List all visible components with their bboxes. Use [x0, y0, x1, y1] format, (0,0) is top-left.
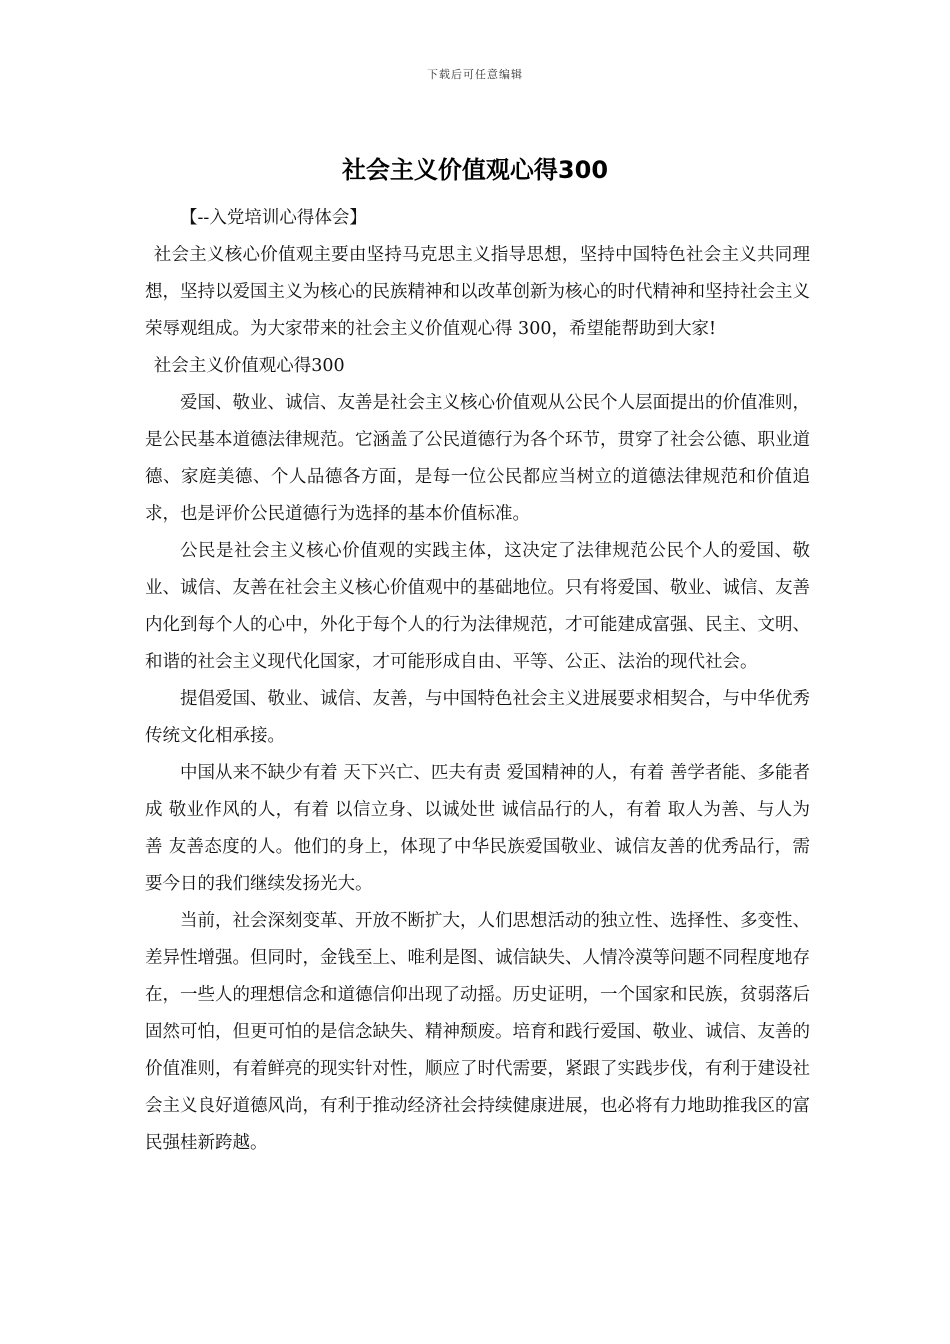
document-body [145, 200, 810, 1162]
paragraph-5: 当前，社会深刻变革、开放不断扩大，人们思想活动的独立性、选择性、多变性、差异性增强。但同时，金钱至上、唯利是图、诚信缺失、人情冷漠等问题不同程度地存在，一些人的理想信念和道德信仰出现了动摇。历史证明，一个国家和民族，贫弱落后固然可怕，但更可怕的是信念缺失、精神颓废。培育和践行爱国、敬业、诚信、友善的价值准则，有着鲜亮的现实针对性，顺应了时代需要，紧跟了实践步伐，有利于建设社会主义良好道德风尚，有利于推动经济社会持续健康进展，也必将有力地助推我区的富民强桂新跨越。 [145, 911, 810, 1153]
paragraph-1: 爱国、敬业、诚信、友善是社会主义核心价值观从公民个人层面提出的价值准则，是公民基本道德法律规范。它涵盖了公民道德行为各个环节，贯穿了社会公德、职业道德、家庭美德、个人品德各方面，是每一位公民都应当树立的道德法律规范和价值追求，也是评价公民道德行为选择的基本价值标准。 [145, 393, 810, 524]
header-note: 下载后可任意编辑 [427, 68, 523, 81]
section-heading: 社会主义价值观心得300 [153, 356, 345, 376]
document-subtitle: 【--入党培训心得体会】 [180, 208, 367, 228]
paragraph-3: 提倡爱国、敬业、诚信、友善，与中国特色社会主义进展要求相契合，与中华优秀传统文化相承接。 [145, 689, 810, 746]
paragraph-4: 中国从来不缺少有着 天下兴亡、匹夫有责 爱国精神的人，有着 善学者能、多能者成 敬业作风的人，有着 以信立身、以诚处世 诚信品行的人，有着 取人为善、与人为善 友善态度的人。他们的身上，体现了中华民族爱国敬业、诚信友善的优秀品行，需要今日的我们继续发扬光大。 [145, 763, 810, 894]
document-title: 社会主义价值观心得300 [341, 156, 609, 184]
paragraph-intro: 社会主义核心价值观主要由坚持马克思主义指导思想，坚持中国特色社会主义共同理想，坚持以爱国主义为核心的民族精神和以改革创新为核心的时代精神和坚持社会主义荣辱观组成。为大家带来的社会主义价值观心得 300，希望能帮助到大家! [145, 245, 810, 339]
paragraph-2: 公民是社会主义核心价值观的实践主体，这决定了法律规范公民个人的爱国、敬业、诚信、友善在社会主义核心价值观中的基础地位。只有将爱国、敬业、诚信、友善内化到每个人的心中，外化于每个人的行为法律规范，才可能建成富强、民主、文明、和谐的社会主义现代化国家，才可能形成自由、平等、公正、法治的现代社会。 [145, 541, 810, 672]
